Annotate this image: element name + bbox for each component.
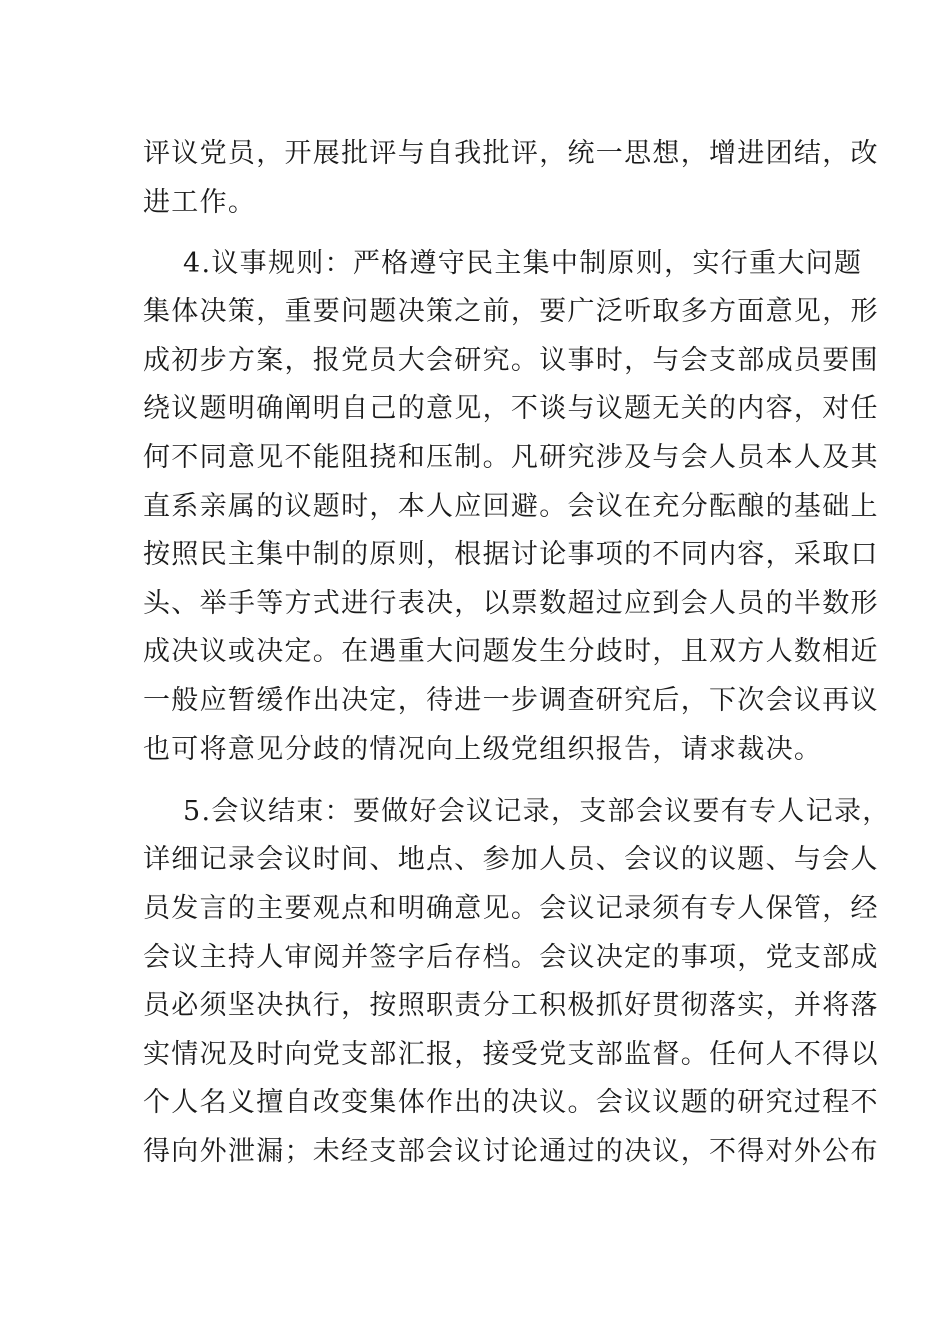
text-line-16: 员发言的主要观点和明确意见。会议记录须有专人保管，经 bbox=[143, 893, 879, 924]
text-line-17: 会议主持人审阅并签字后存档。会议决定的事项，党支部成 bbox=[143, 942, 879, 973]
text-line-9: 按照民主集中制的原则，根据讨论事项的不同内容，采取口 bbox=[143, 539, 879, 570]
text-line-3: 4.议事规则：严格遵守民主集中制原则，实行重大问题 bbox=[183, 248, 863, 279]
text-line-2: 进工作。 bbox=[143, 187, 257, 218]
text-line-4: 集体决策，重要问题决策之前，要广泛听取多方面意见，形 bbox=[143, 296, 879, 327]
text-line-10: 头、举手等方式进行表决，以票数超过应到会人员的半数形 bbox=[143, 588, 879, 619]
text-line-13: 也可将意见分歧的情况向上级党组织报告，请求裁决。 bbox=[143, 734, 823, 765]
text-line-18: 员必须坚决执行，按照职责分工积极抓好贯彻落实，并将落 bbox=[143, 990, 879, 1021]
text-line-5: 成初步方案，报党员大会研究。议事时，与会支部成员要围 bbox=[143, 345, 879, 376]
text-line-8: 直系亲属的议题时，本人应回避。会议在充分酝酿的基础上 bbox=[143, 491, 879, 522]
text-line-6: 绕议题明确阐明自己的意见，不谈与议题无关的内容，对任 bbox=[143, 393, 879, 424]
text-line-12: 一般应暂缓作出决定，待进一步调查研究后，下次会议再议 bbox=[143, 685, 879, 716]
text-line-14: 5.会议结束：要做好会议记录，支部会议要有专人记录， bbox=[183, 796, 891, 827]
text-line-15: 详细记录会议时间、地点、参加人员、会议的议题、与会人 bbox=[143, 844, 879, 875]
text-line-19: 实情况及时向党支部汇报，接受党支部监督。任何人不得以 bbox=[143, 1039, 879, 1070]
text-line-21: 得向外泄漏；未经支部会议讨论通过的决议，不得对外公布 bbox=[143, 1136, 879, 1167]
text-line-11: 成决议或决定。在遇重大问题发生分歧时，且双方人数相近 bbox=[143, 636, 879, 667]
text-line-7: 何不同意见不能阻挠和压制。凡研究涉及与会人员本人及其 bbox=[143, 442, 879, 473]
text-line-20: 个人名义擅自改变集体作出的决议。会议议题的研究过程不 bbox=[143, 1087, 879, 1118]
text-line-1: 评议党员，开展批评与自我批评，统一思想，增进团结，改 bbox=[143, 138, 879, 169]
